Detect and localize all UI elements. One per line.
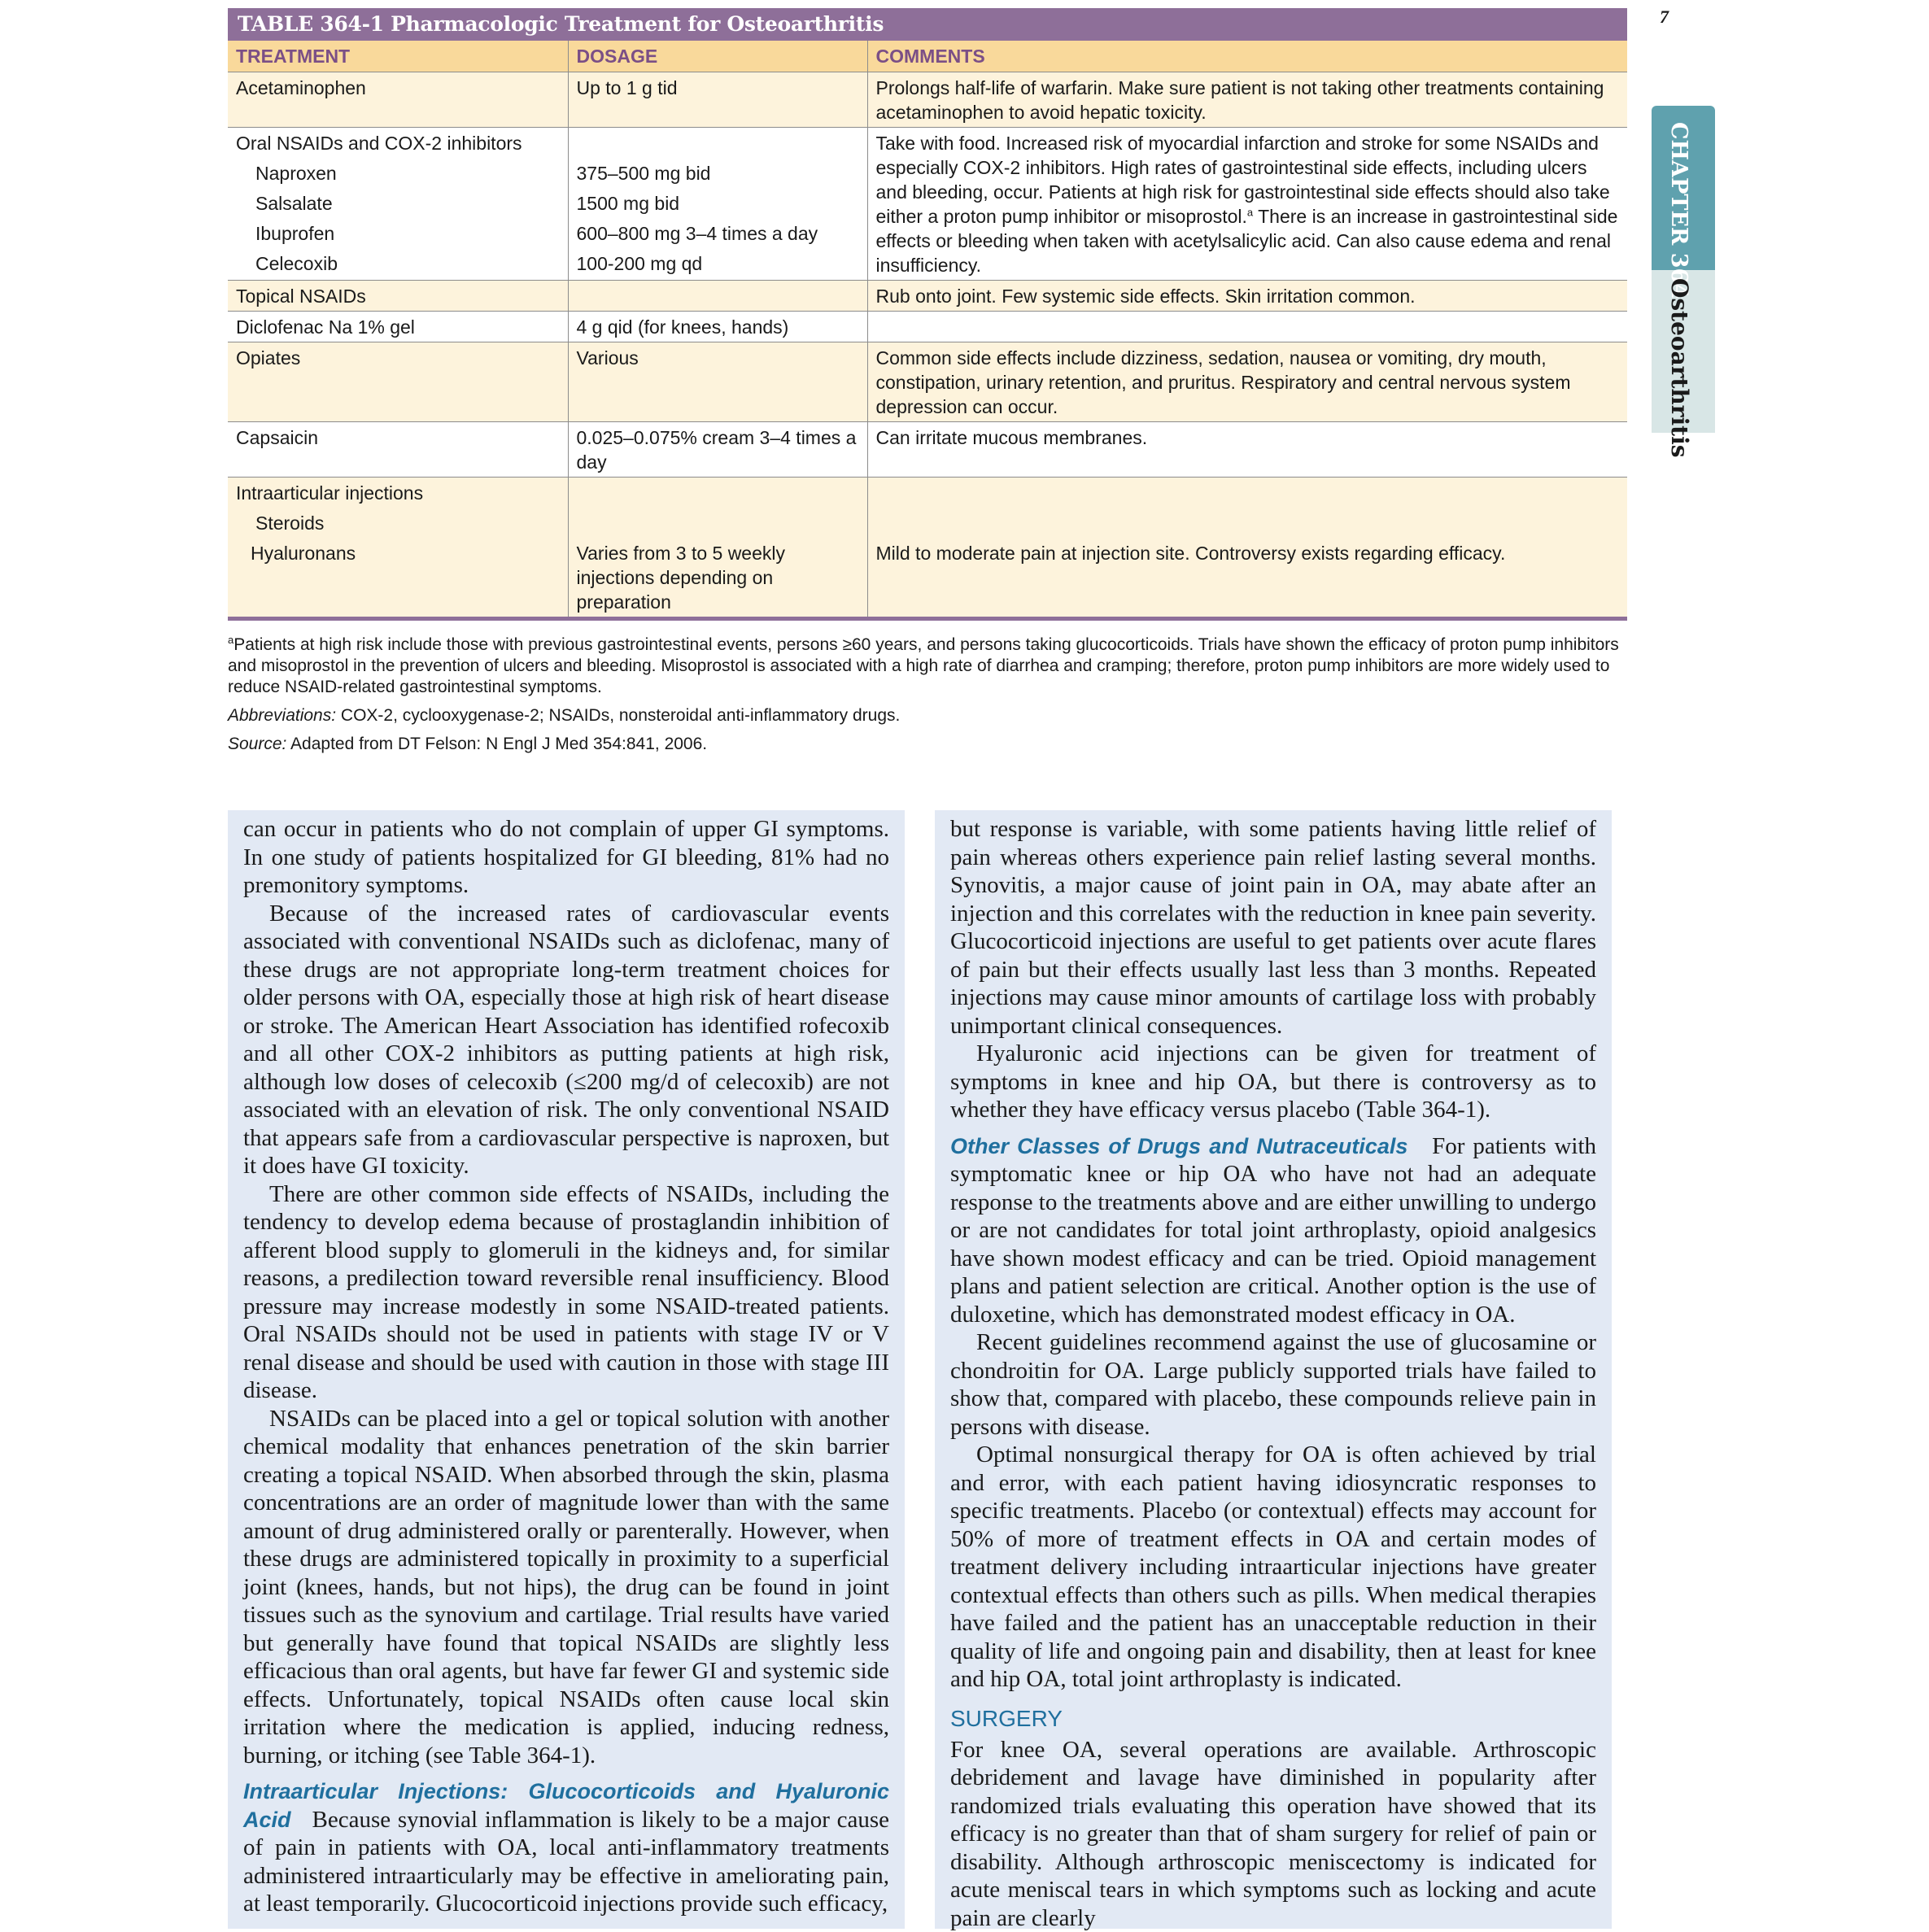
chapter-title: Osteoarthritis xyxy=(1666,278,1693,458)
table-row xyxy=(228,422,1627,478)
cell-comments: Rub onto joint. Few systemic side effects. Skin irritation common. xyxy=(867,281,1627,312)
paragraph: Other Classes of Drugs and Nutraceuticals For patients with symptomatic knee or hip OA who have not had an adequate response to the treatments above and are either unwilling to undergo or are not candidates for total joint arthroplasty, opioid analgesics have shown modest efficacy and can be tried. Opioid management plans and patient selection are critical. Another option is the use of duloxetine, which has demonstrated modest efficacy in OA. xyxy=(950,1132,1596,1329)
comments-text: Mild to moderate pain at injection site. Controversy exists regarding efficacy. xyxy=(876,541,1620,565)
right-text-column xyxy=(935,810,1612,1929)
header-treatment: TREATMENT xyxy=(228,41,568,72)
table-row xyxy=(228,128,1627,281)
table-grid xyxy=(228,41,1627,621)
drug-dosage: Varies from 3 to 5 weekly injections depending on preparation xyxy=(577,541,859,614)
cell-treatment: Acetaminophen xyxy=(228,72,568,128)
paragraph: There are other common side effects of NSAIDs, including the tendency to develop edema because of prostaglandin inhibition of afferent blood supply to glomeruli in the kidneys and, for similar reasons, a predilection toward reversible renal insufficiency. Blood pressure may increase modestly in some NSAID-treated patients. Oral NSAIDs should not be used in patients with stage IV or V renal disease and should be used with caution in those with stage III disease. xyxy=(243,1180,889,1405)
cell-dosage: 0.025–0.075% cream 3–4 times a day xyxy=(568,422,867,478)
drug-name: Naproxen xyxy=(236,161,560,185)
cell-treatment xyxy=(228,128,568,281)
comments-text: There is an increase in gastrointestinal side effects or bleeding when taken with acetylsalicylic acid. Can also cause edema and renal insufficiency. xyxy=(876,206,1618,276)
drug-dosage: 375–500 mg bid xyxy=(577,161,859,185)
footnote-mark: a xyxy=(228,634,233,646)
cell-comments: Can irritate mucous membranes. xyxy=(867,422,1627,478)
paragraph: Optimal nonsurgical therapy for OA is often achieved by trial and error, with each patient having idiosyncratic responses to specific treatments. Placebo (or contextual) effects may account for 50% of more of treatment effects in OA and certain modes of treatment delivery including intraarticular injections have greater contextual effects than others such as pills. When medical therapies have failed and the patient has an unacceptable reduction in their quality of life and ongoing pain and disability, then at least for knee and hip OA, total joint arthroplasty is indicated. xyxy=(950,1441,1596,1694)
paragraph: NSAIDs can be placed into a gel or topical solution with another chemical modality that enhances penetration of the skin barrier creating a topical NSAID. When absorbed through the skin, plasma concentrations are an order of magnitude lower than with the same amount of drug administered orally or parenterally. However, when these drugs are administered topically in proximity to a superficial joint (knees, hands, but not hips), the drug can be found in joint tissues such as the synovium and cartilage. Trial results have varied but generally have found that topical NSAIDs are slightly less efficacious than oral agents, but have far fewer GI and systemic side effects. Unfortunately, topical NSAIDs often cause local skin irritation where the medication is applied, inducing redness, burning, or itching (see Table 364-1). xyxy=(243,1405,889,1770)
treatment-group-label: Intraarticular injections xyxy=(236,482,423,504)
cell-treatment: Diclofenac Na 1% gel xyxy=(228,312,568,342)
treatment-group-label: Oral NSAIDs and COX-2 inhibitors xyxy=(236,133,522,154)
cell-dosage: Various xyxy=(568,342,867,422)
section-heading: SURGERY xyxy=(950,1705,1596,1733)
chapter-label: CHAPTER 364 xyxy=(1666,122,1691,299)
cell-dosage: Up to 1 g tid xyxy=(568,72,867,128)
paragraph: For knee OA, several operations are available. Arthroscopic debridement and lavage have diminished in popularity after randomized trials evaluating this operation have showed that its efficacy is no greater than that of sham surgery for relief of pain or disability. Although arthroscopic meniscectomy is indicated for acute meniscal tears in which symptoms such as locking and acute pain are clearly xyxy=(950,1736,1596,1932)
drug-dosage: 600–800 mg 3–4 times a day xyxy=(577,221,859,246)
paragraph: Because of the increased rates of cardiovascular events associated with conventional NSAIDs such as diclofenac, many of these drugs are not appropriate long-term treatment choices for older persons with OA, especially those at high risk of heart disease or stroke. The American Heart Association has identified rofecoxib and all other COX-2 inhibitors as putting patients at high risk, although low doses of celecoxib (≤200 mg/d of celecoxib) are not associated with an elevation of risk. The only conventional NSAID that appears safe from a cardiovascular perspective is naproxen, but it does have GI toxicity. xyxy=(243,900,889,1180)
drug-dosage: 100-200 mg qd xyxy=(577,251,859,276)
drug-name: Salsalate xyxy=(236,191,560,216)
cell-treatment xyxy=(228,478,568,619)
cell-treatment: Capsaicin xyxy=(228,422,568,478)
subsection-heading: Other Classes of Drugs and Nutraceuticals xyxy=(950,1134,1407,1158)
cell-dosage xyxy=(568,128,867,281)
cell-dosage xyxy=(568,281,867,312)
header-dosage: DOSAGE xyxy=(568,41,867,72)
comments-text: Take with food. Increased risk of myocardial infarction and stroke for some NSAIDs and especially COX-2 inhibitors. High rates of gastrointestinal side effects, including ulcers and bleeding, occur. Patients at high risk for gastrointestinal side effects should also take either a proton pump inhibitor or misoprostol. xyxy=(876,133,1610,227)
footnote-ref: a xyxy=(1247,206,1253,218)
subsection-heading: Intraarticular Injections: Glucocorticoids and Hyaluronic Acid xyxy=(243,1779,889,1832)
cell-comments xyxy=(867,478,1627,619)
cell-comments: Prolongs half-life of warfarin. Make sure patient is not taking other treatments containing acetaminophen to avoid hepatic toxicity. xyxy=(867,72,1627,128)
paragraph: can occur in patients who do not complain of upper GI symptoms. In one study of patients hospitalized for GI bleeding, 81% had no premonitory symptoms. xyxy=(243,815,889,900)
cell-comments: Common side effects include dizziness, sedation, nausea or vomiting, dry mouth, constipation, urinary retention, and pruritus. Respiratory and central nervous system depression can occur. xyxy=(867,342,1627,422)
cell-treatment: Opiates xyxy=(228,342,568,422)
table-row xyxy=(228,281,1627,312)
cell-comments xyxy=(867,312,1627,342)
table-row xyxy=(228,312,1627,342)
table-title: TABLE 364-1 Pharmacologic Treatment for Osteoarthritis xyxy=(228,8,1627,41)
paragraph: but response is variable, with some patients having little relief of pain whereas others experience pain relief lasting several months. Synovitis, a major cause of joint pain in OA, may abate after an injection and this correlates with the reduction in knee pain severity. Glucocorticoid injections are useful to get patients over acute flares of pain but their effects usually last less than 3 months. Repeated injections may cause minor amounts of cartilage loss with probably unimportant clinical consequences. xyxy=(950,815,1596,1040)
cell-dosage: 4 g qid (for knees, hands) xyxy=(568,312,867,342)
left-text-column xyxy=(228,810,905,1929)
cell-comments xyxy=(867,128,1627,281)
table-source: Source: Adapted from DT Felson: N Engl J Med 354:841, 2006. xyxy=(228,734,1627,755)
drug-name: Celecoxib xyxy=(236,251,560,276)
table-row xyxy=(228,72,1627,128)
table-notes xyxy=(228,635,1627,762)
treatment-table xyxy=(228,8,1627,621)
drug-name: Ibuprofen xyxy=(236,221,560,246)
paragraph: Intraarticular Injections: Glucocorticoids and Hyaluronic Acid Because synovial inflammation is likely to be a major cause of pain in patients with OA, local anti-inflammatory treatments administered intraarticularly may be effective in ameliorating pain, at least temporarily. Glucocorticoid injections provide such efficacy, xyxy=(243,1777,889,1918)
drug-name: Hyaluronans xyxy=(236,541,560,565)
drug-name: Steroids xyxy=(236,511,560,535)
table-footnote: $^a$Patients at high risk include those with previous gastrointestinal events, persons ≥60 years, and persons taking glucocorticoids. Trials have shown the efficacy of proton pump inhibitors and misoprostol in the prevention of ulcers and bleeding. Misoprostol is associated with a high rate of diarrhea and cramping; therefore, proton pump inhibitors are more widely used to reduce NSAID-related gastrointestinal symptoms. xyxy=(228,635,1627,698)
drug-dosage: 1500 mg bid xyxy=(577,191,859,216)
cell-dosage xyxy=(568,478,867,619)
header-comments: COMMENTS xyxy=(867,41,1627,72)
page-number: 7 xyxy=(1660,7,1692,28)
table-row xyxy=(228,342,1627,422)
paragraph: Recent guidelines recommend against the use of glucosamine or chondroitin for OA. Large publicly supported trials have failed to show that, compared with placebo, these compounds relieve pain in persons with disease. xyxy=(950,1328,1596,1441)
paragraph: Hyaluronic acid injections can be given for treatment of symptoms in knee and hip OA, but there is controversy as to whether they have efficacy versus placebo (Table 364-1). xyxy=(950,1040,1596,1124)
table-abbreviations: Abbreviations: COX-2, cyclooxygenase-2; NSAIDs, nonsteroidal anti-inflammatory drugs. xyxy=(228,705,1627,726)
cell-treatment: Topical NSAIDs xyxy=(228,281,568,312)
table-row xyxy=(228,478,1627,619)
